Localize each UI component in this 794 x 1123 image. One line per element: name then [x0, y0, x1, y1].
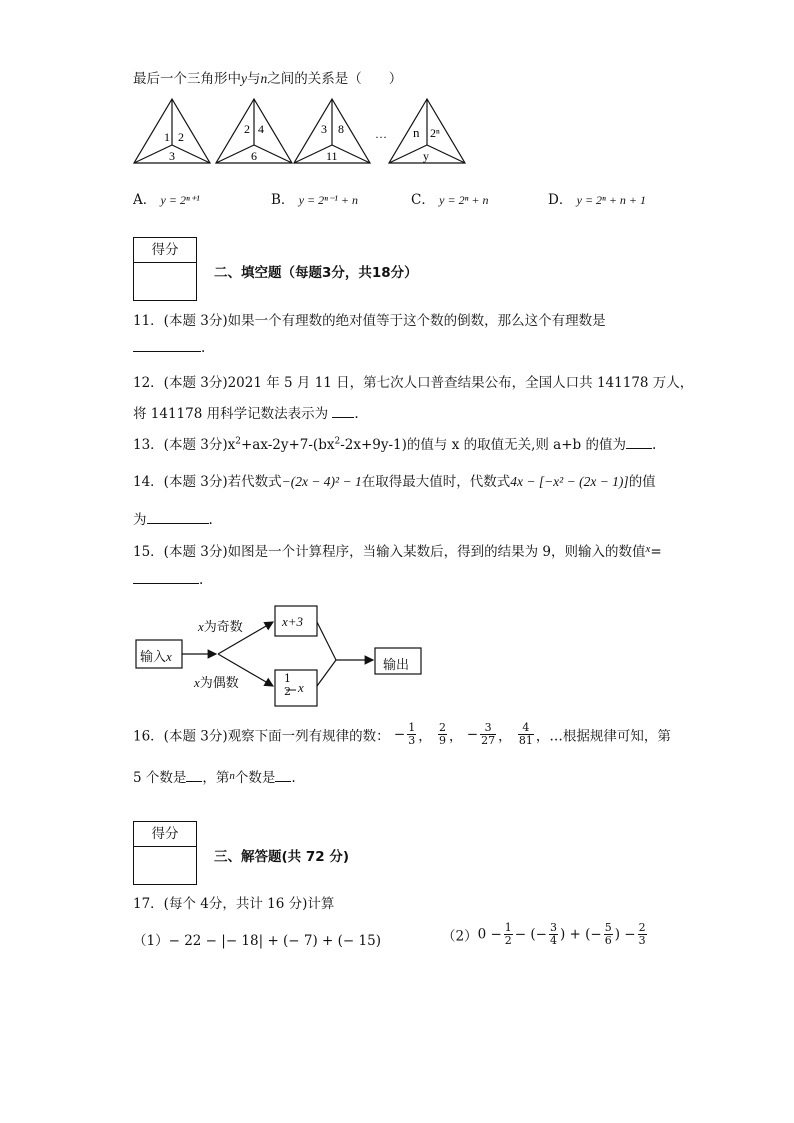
q16-f1-num: 1 — [408, 721, 416, 734]
q16-f4-num: 4 — [518, 722, 534, 735]
q16-var-n: n — [229, 770, 235, 782]
ellipsis: … — [375, 127, 387, 141]
q16-end: . — [291, 770, 296, 786]
q10-stem-mid: 与 — [247, 71, 261, 87]
q14-line2 — [133, 508, 213, 528]
tri1-bottom: 3 — [169, 149, 175, 163]
q16-f1-sign: − — [393, 726, 406, 743]
flow-odd-var: x — [198, 619, 204, 634]
q12-line2 — [133, 402, 359, 422]
q15-line2 — [133, 571, 203, 588]
even-merge-line — [317, 660, 336, 686]
q13-pre: 13．(本题 3分)x — [133, 437, 236, 453]
q13-sup1: 2 — [235, 436, 241, 447]
q14-expr1: −(2x − 4)² − 1 — [281, 474, 362, 489]
tri2-right: 4 — [258, 122, 264, 136]
option-b-label: B． — [271, 192, 295, 208]
q15-end: . — [199, 572, 204, 588]
q12-line2-text: 将 141178 用科学记数法表示为 — [133, 406, 329, 422]
q11-blank[interactable] — [133, 339, 201, 352]
flow-odd-text: 为奇数 — [203, 620, 243, 635]
q15-var: x — [645, 543, 651, 555]
q15-blank[interactable] — [133, 571, 199, 584]
q17-part2-label: （2） — [442, 928, 478, 945]
q17-part2-frac4 — [638, 922, 647, 947]
q10-stem — [133, 67, 402, 87]
tri4-left: n — [413, 125, 420, 140]
option-a[interactable] — [133, 188, 200, 208]
q16-line2 — [133, 766, 296, 786]
option-c[interactable] — [411, 188, 488, 208]
q16-fraction-1 — [407, 722, 416, 747]
q17-part1 — [133, 929, 381, 949]
flow-input-text: 输入 — [140, 650, 167, 665]
q16-fraction-4 — [518, 722, 534, 747]
flow-input-label — [140, 646, 172, 665]
q17-part2-frac1 — [504, 922, 513, 947]
score-box-section3 — [133, 821, 197, 885]
q16-line2-c: 个数是 — [234, 770, 276, 786]
flow-even-var: x — [194, 675, 200, 690]
q14-expr2: 4x − [−x² − (2x − 1)] — [510, 474, 629, 489]
q12-line1: 12．(本题 3分)2021 年 5 月 11 日，第七次人口普查结果公布，全国人口共 141178 万人， — [133, 375, 694, 391]
q16-blank-1[interactable] — [186, 769, 202, 782]
q15-pre: 15．(本题 3分)如图是一个计算程序，当输入某数后，得到的结果为 9，则输入的数值 — [133, 544, 646, 560]
q17-f1-num: 1 — [504, 921, 512, 934]
q17-part2-frac2 — [549, 922, 558, 947]
q16-line1: 16．(本题 3分)观察下面一列有规律的数： − $\frac{1}{3}$ ， $\frac{2}{9}$ ， − $\frac{3}{27}$ ， $\frac{4}{81}$ ，…根据规律可知，第 — [133, 721, 671, 747]
q14-line1 — [133, 470, 656, 490]
tri1-left: 1 — [164, 130, 170, 144]
q17-part2-mid1: − (− — [514, 926, 547, 943]
q13-end: . — [651, 437, 657, 453]
q17-part2-pre: 0 − — [477, 926, 502, 943]
q16-blank-2[interactable] — [275, 769, 291, 782]
section3-title: 三、解答题(共 72 分) — [214, 849, 350, 865]
q12-blank[interactable] — [332, 405, 354, 418]
option-c-label: C． — [411, 192, 435, 208]
q17-f2-den: 4 — [549, 934, 557, 947]
score-label: 得分 — [134, 822, 196, 847]
q17-part2-mid2: ) + (− — [559, 926, 602, 943]
option-c-expr: y = 2ⁿ + n — [439, 193, 489, 207]
flow-output-label: 输出 — [383, 658, 410, 673]
q16-fraction-2 — [438, 722, 447, 747]
section2-title: 二、填空题（每题3分，共18分） — [214, 265, 418, 281]
option-a-expr: y = 2ⁿ⁺¹ — [160, 193, 200, 207]
q17-f4-num: 2 — [638, 921, 646, 934]
q16-f3-den: 27 — [481, 734, 496, 747]
q16-f1-den: 3 — [408, 734, 416, 747]
q17-f2-num: 3 — [549, 921, 557, 934]
tri4-bottom: y — [423, 149, 429, 163]
q17-text: 17．(每个 4分，共计 16 分)计算 — [133, 896, 335, 912]
option-b-expr: y = 2ⁿ⁻¹ + n — [298, 193, 358, 207]
flow-even-text: 为偶数 — [199, 676, 239, 691]
triangle-figures — [130, 95, 470, 167]
score-box-section2 — [133, 237, 197, 301]
option-d[interactable] — [548, 188, 646, 208]
q13-text — [133, 433, 656, 453]
tri4-right: 2ⁿ — [430, 126, 440, 140]
flow-odd-label — [198, 616, 243, 635]
q10-stem-pre: 最后一个三角形中 — [133, 71, 241, 87]
tri3-bottom: 11 — [326, 149, 338, 163]
option-d-label: D． — [548, 192, 573, 208]
var-n: n — [260, 71, 268, 86]
q14-post: 的值 — [628, 474, 656, 490]
tri3-right: 8 — [338, 122, 344, 136]
q17-part2-frac3 — [604, 922, 613, 947]
q16-post: ，…根据规律可知，第 — [535, 728, 671, 745]
q17-part1-expr: − 22 − |− 18| + (− 7) + (− 15) — [168, 933, 381, 949]
q16-f4-den: 81 — [518, 734, 533, 747]
q17-f1-den: 2 — [504, 934, 512, 947]
option-d-expr: y = 2ⁿ + n + 1 — [576, 193, 647, 207]
q17-part1-label: （1） — [133, 933, 169, 949]
option-b[interactable] — [271, 188, 358, 208]
q11-end: . — [201, 340, 206, 356]
q16-f3-sign: − — [466, 726, 479, 743]
tri2-bottom: 6 — [251, 149, 257, 163]
q15-line1 — [133, 540, 662, 560]
q11-text: 11．(本题 3分)如果一个有理数的绝对值等于这个数的倒数，那么这个有理数是 — [133, 313, 606, 329]
q17-f4-den: 3 — [638, 934, 646, 947]
flow-even-var-box: x — [298, 680, 304, 695]
q14-blank[interactable] — [147, 511, 209, 524]
tri1-right: 2 — [178, 130, 184, 144]
even-frac-num: 1 — [284, 672, 291, 685]
flow-even-frac — [284, 672, 291, 698]
q13-blank[interactable] — [626, 436, 652, 449]
q17-part2 — [442, 922, 649, 947]
even-box — [275, 670, 317, 706]
option-a-label: A． — [133, 192, 157, 208]
q14-line2-pre: 为 — [133, 512, 147, 528]
q17-f3-num: 5 — [604, 921, 612, 934]
q16-line2-b: ，第 — [202, 770, 230, 786]
q15-eq: = — [650, 544, 662, 560]
q10-stem-post: 之间的关系是（ ） — [267, 71, 403, 87]
q17-part2-mid3: ) − — [614, 926, 636, 943]
tri2-left: 2 — [244, 122, 250, 136]
q13-mid1: +ax-2y+7-(bx — [240, 437, 335, 453]
q14-end: . — [208, 512, 213, 528]
q14-mid: 在取得最大值时，代数式 — [361, 474, 511, 490]
q16-f3-num: 3 — [480, 722, 496, 735]
flow-input-var: x — [166, 649, 172, 664]
even-frac-den: 2 — [284, 685, 291, 698]
q13-mid2: -2x+9y-1)的值与 x 的取值无关,则 a+b 的值为 — [340, 437, 626, 453]
q16-pre: 16．(本题 3分)观察下面一列有规律的数： — [133, 728, 390, 745]
q12-end: . — [354, 406, 359, 422]
q16-line2-a: 5 个数是 — [133, 770, 187, 786]
q16-f2-num: 2 — [439, 721, 446, 734]
odd-merge-line — [317, 622, 336, 660]
var-y: y — [241, 71, 247, 86]
q11-answer-line — [133, 339, 205, 356]
q16-f2-den: 9 — [439, 734, 446, 747]
q13-sup2: 2 — [334, 436, 341, 447]
tri3-left: 3 — [321, 122, 327, 136]
flow-even-label — [194, 672, 239, 691]
score-label: 得分 — [134, 238, 196, 263]
q16-fraction-3 — [480, 722, 496, 747]
flow-odd-box-text: x+3 — [282, 614, 304, 629]
q17-f3-den: 6 — [604, 934, 612, 947]
q14-pre: 14．(本题 3分)若代数式 — [133, 474, 282, 490]
